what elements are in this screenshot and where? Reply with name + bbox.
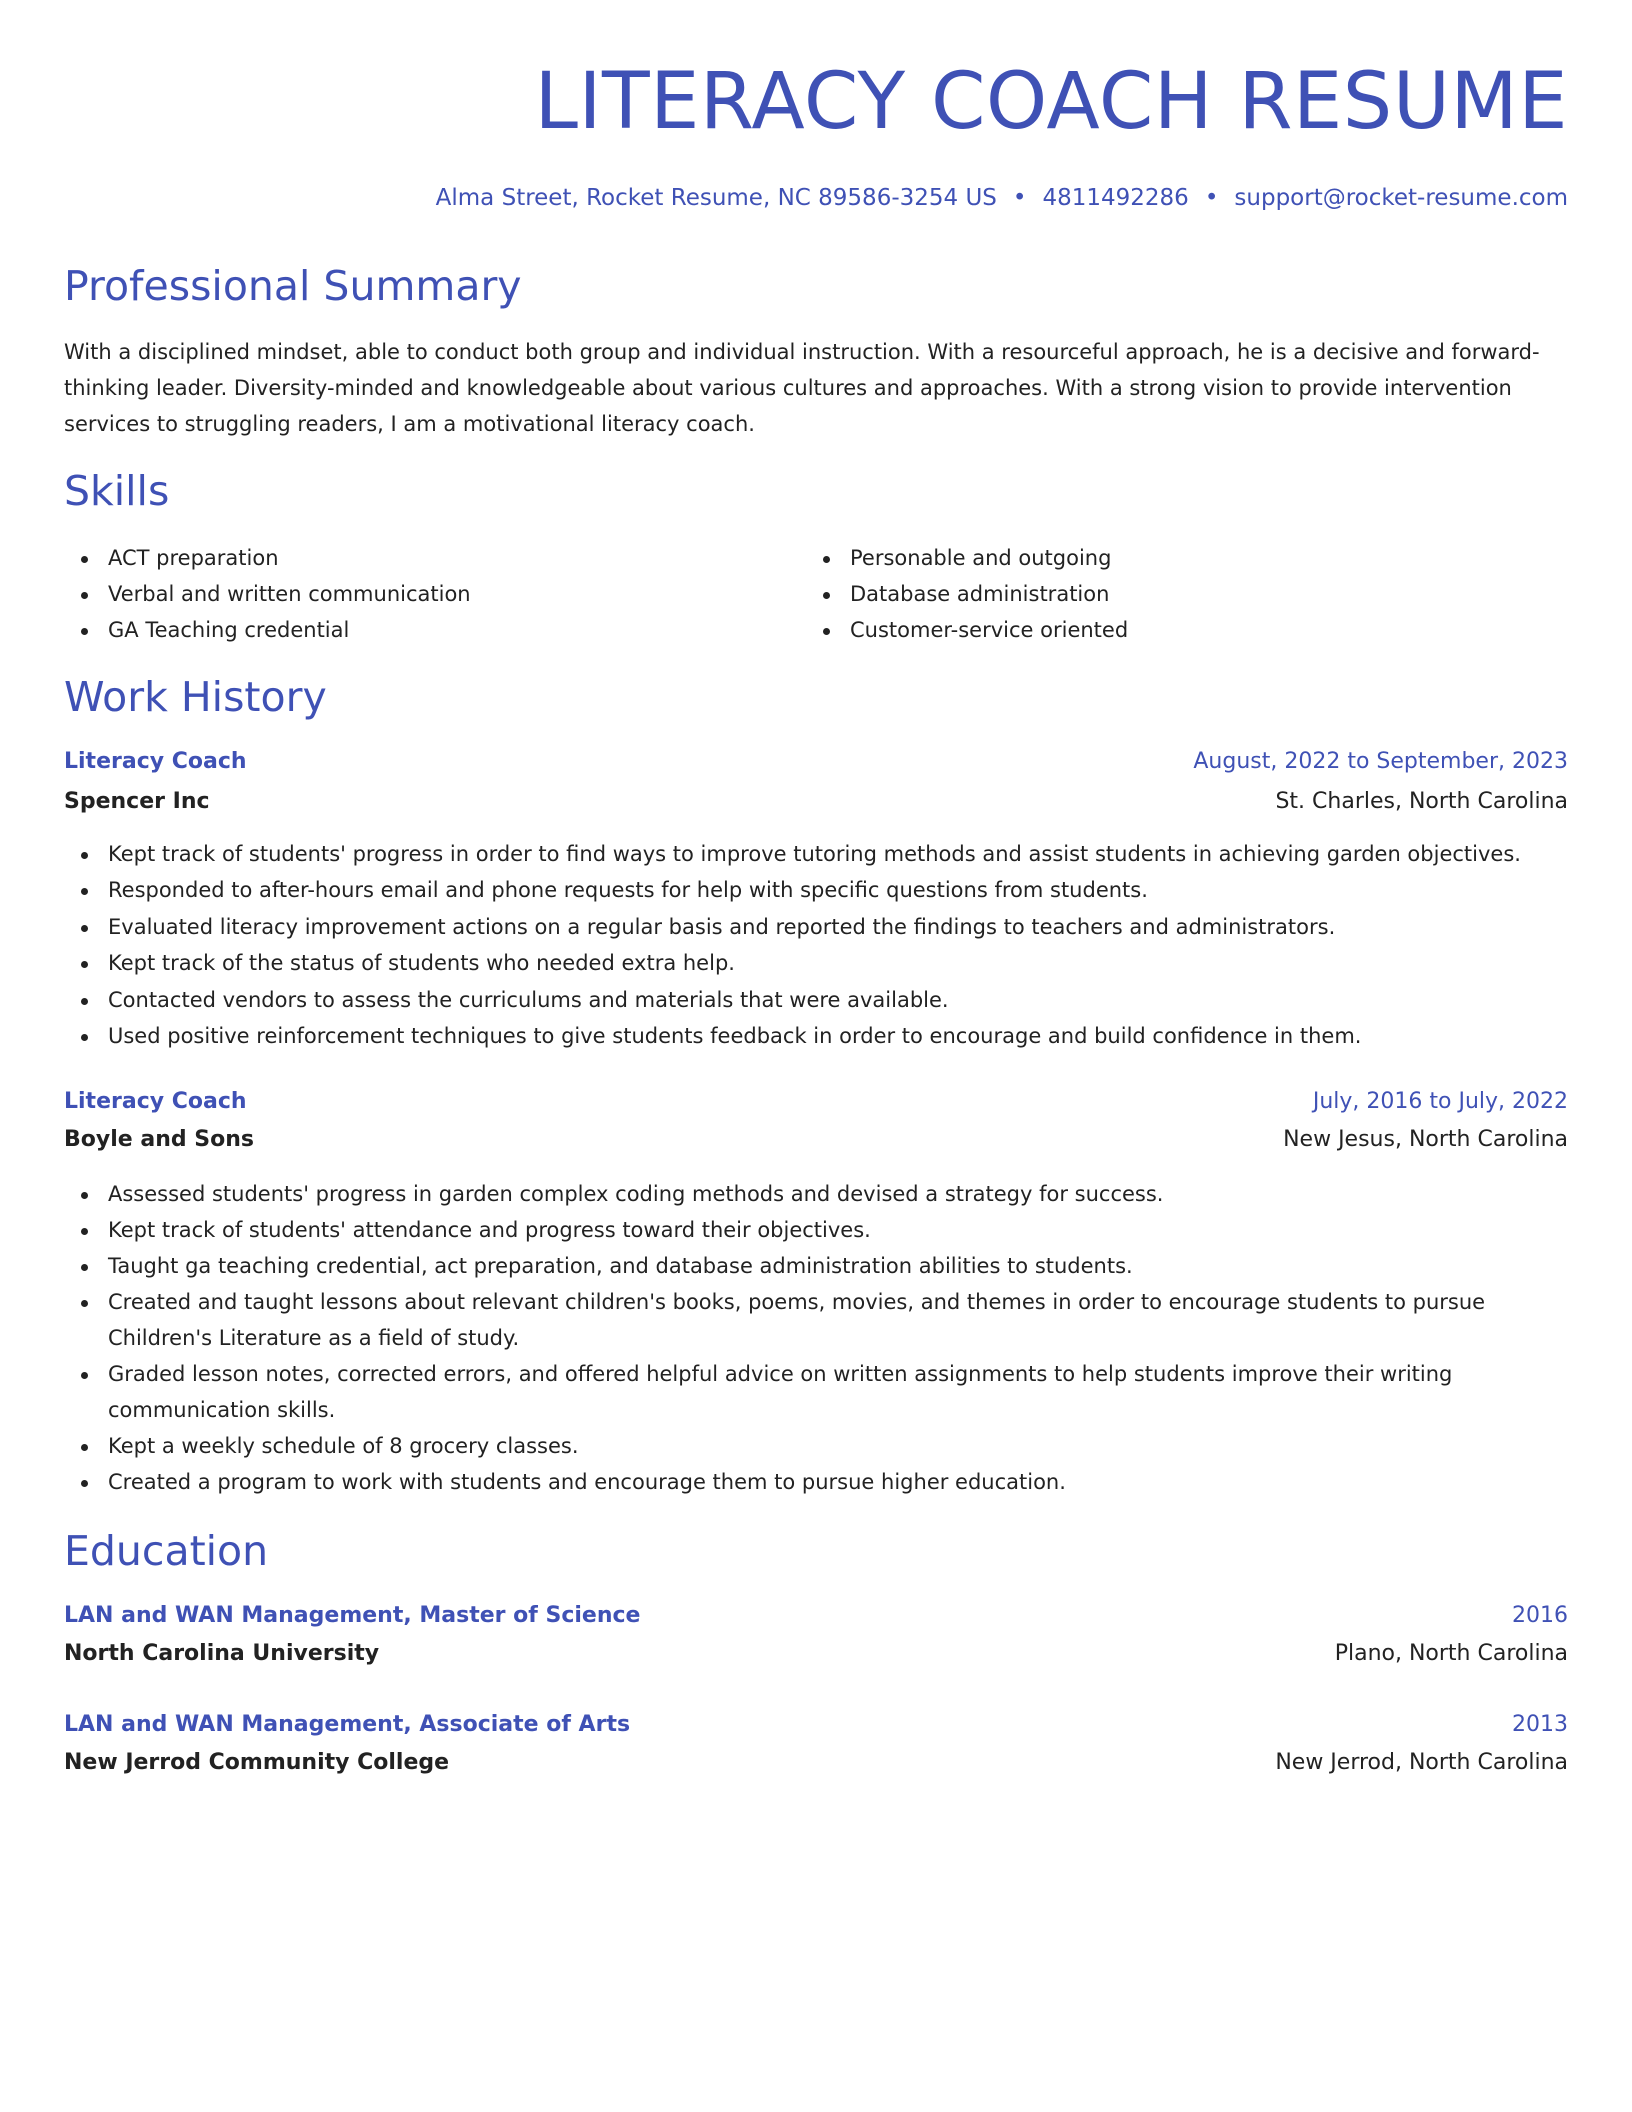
job-location: St. Charles, North Carolina: [1275, 789, 1568, 814]
education-degree: LAN and WAN Management, Master of Science: [64, 1603, 641, 1628]
skills-columns: [64, 540, 1568, 648]
job-bullet: Kept track of the status of students who needed extra help.: [64, 945, 1568, 981]
skills-list-right: [806, 540, 1548, 648]
job-bullet: Responded to after-hours email and phone requests for help with specific questions from students.: [64, 872, 1568, 908]
job-bullets: [64, 836, 1568, 1054]
job-dates: July, 2016 to July, 2022: [1312, 1089, 1568, 1114]
education-location: Plano, North Carolina: [1334, 1641, 1568, 1666]
summary-text: With a disciplined mindset, able to conduct both group and individual instruction. With a resourceful approach, he is a decisive and forward-thinking leader. Diversity-minded and knowledgeable about various cultures and approaches. With a strong vision to provide intervention services to struggling readers, I am a motivational literacy coach.: [64, 340, 1540, 436]
skill-item: ACT preparation: [64, 540, 806, 576]
education-year: 2013: [1512, 1712, 1568, 1737]
job-bullet: Used positive reinforcement techniques to give students feedback in order to encourage and build confidence in them.: [64, 1018, 1568, 1054]
job-bullets: [64, 1176, 1568, 1500]
education-degree: LAN and WAN Management, Associate of Arts: [64, 1712, 631, 1737]
job-bullet: Kept track of students' attendance and progress toward their objectives.: [64, 1212, 1568, 1248]
job-bullet: Created a program to work with students and encourage them to pursue higher education.: [64, 1464, 1568, 1500]
education-heading: Education: [64, 1527, 269, 1575]
job-title: Literacy Coach: [64, 1089, 247, 1114]
job-header: [64, 743, 1568, 781]
contact-separator: •: [1012, 185, 1027, 211]
job-company: Spencer Inc: [64, 789, 210, 814]
job-bullet: Assessed students' progress in garden complex coding methods and devised a strategy for success.: [64, 1176, 1568, 1212]
skill-item: Database administration: [806, 576, 1548, 612]
education-header: [64, 1597, 1568, 1635]
job-company: Boyle and Sons: [64, 1127, 254, 1152]
contact-phone: 4811492286: [1042, 185, 1189, 211]
education-school-row: [64, 1744, 1568, 1782]
job-bullet: Contacted vendors to assess the curriculums and materials that were available.: [64, 982, 1568, 1018]
skill-item: GA Teaching credential: [64, 612, 806, 648]
contact-separator: •: [1204, 185, 1219, 211]
resume-title: LITERACY COACH RESUME: [534, 57, 1568, 147]
skill-item: Personable and outgoing: [806, 540, 1548, 576]
education-year: 2016: [1512, 1603, 1568, 1628]
summary-heading: Professional Summary: [64, 262, 522, 310]
job-company-row: [64, 783, 1568, 821]
education-school: New Jerrod Community College: [64, 1750, 450, 1775]
education-school-row: [64, 1635, 1568, 1673]
job-dates: August, 2022 to September, 2023: [1193, 749, 1568, 774]
job-bullet: Kept track of students' progress in order to find ways to improve tutoring methods and assist students in achieving garden objectives.: [64, 836, 1568, 872]
skill-item: Verbal and written communication: [64, 576, 806, 612]
job-bullet: Evaluated literacy improvement actions on a regular basis and reported the findings to teachers and administrators.: [64, 909, 1568, 945]
job-title: Literacy Coach: [64, 749, 247, 774]
work-history-heading: Work History: [64, 673, 327, 721]
education-location: New Jerrod, North Carolina: [1275, 1750, 1568, 1775]
contact-address: Alma Street, Rocket Resume, NC 89586-3254 US: [435, 185, 997, 211]
skills-heading: Skills: [64, 467, 170, 515]
job-bullet: Kept a weekly schedule of 8 grocery classes.: [64, 1428, 1568, 1464]
job-bullet: Created and taught lessons about relevant children's books, poems, movies, and themes in order to encourage students to pursue Children's Literature as a field of study.: [64, 1284, 1568, 1356]
job-location: New Jesus, North Carolina: [1283, 1127, 1568, 1152]
contact-line: [436, 180, 1568, 216]
job-bullet: Taught ga teaching credential, act preparation, and database administration abilities to students.: [64, 1248, 1568, 1284]
job-header: [64, 1083, 1568, 1121]
job-company-row: [64, 1121, 1568, 1159]
skill-item: Customer-service oriented: [806, 612, 1548, 648]
contact-email[interactable]: support@rocket-resume.com: [1234, 185, 1568, 211]
education-school: North Carolina University: [64, 1641, 380, 1666]
skills-list-left: [64, 540, 806, 648]
job-bullet: Graded lesson notes, corrected errors, and offered helpful advice on written assignments to help students improve their writing communication skills.: [64, 1356, 1568, 1428]
education-header: [64, 1706, 1568, 1744]
